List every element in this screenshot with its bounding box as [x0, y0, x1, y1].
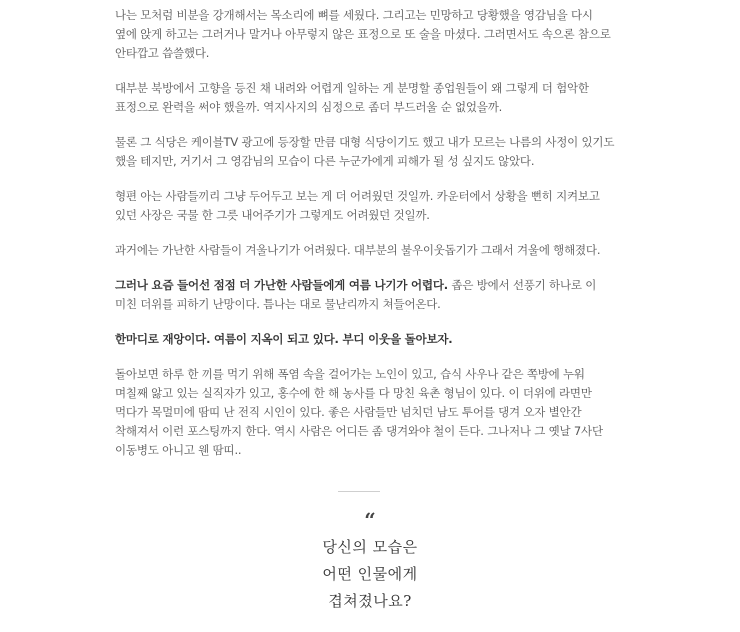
article-paragraph-6	[115, 276, 615, 314]
pull-quote	[0, 534, 740, 615]
article-paragraph-6-text: 좁은 방에서 선풍기 하나로 이 미친 더위를 피하기 난망이다. 틈나는 대로 물난리까지 쳐들어온다.	[115, 278, 597, 311]
article-paragraph-2: 대부분 북방에서 고향을 등진 채 내려와 어렵게 일하는 게 분명할 종업원들이 왜 그렇게 더 험악한 표정으로 완력을 써야 했을까. 역지사지의 심정으로 좀더 부드러울 순 없었을까.	[115, 81, 589, 114]
article-paragraph-1: 나는 모처럼 비분을 강개해서는 목소리에 뼈를 세웠다. 그리고는 민망하고 당황했을 영감님을 다시 옆에 앉게 하고는 그러거나 말거나 아무렇지 않은 표정으로 또 술을 마셨다. 그러면서도 속으론 참으로 안타깝고 씁쓸했다.	[115, 8, 611, 60]
pull-quote-line-2: 어떤 인물에게	[322, 565, 418, 583]
article-paragraph-3: 물론 그 식당은 케이블TV 광고에 등장할 만큼 대형 식당이기도 했고 내가 모르는 나름의 사정이 있기도 했을 테지만, 거기서 그 영감님의 모습이 다른 누군가에게 피해가 될 성 싶지도 않았다.	[115, 135, 615, 168]
pull-quote-line-3: 겹쳐졌나요?	[328, 592, 412, 610]
article-paragraph-5: 과거에는 가난한 사람들이 겨울나기가 어려웠다. 대부분의 불우이웃돕기가 그래서 겨울에 행해졌다.	[115, 243, 601, 257]
section-divider	[338, 491, 380, 492]
article-paragraph-8: 돌아보면 하루 한 끼를 먹기 위해 폭염 속을 걸어가는 노인이 있고, 습식 사우나 같은 쪽방에 누워 며칠째 앓고 있는 실직자가 있고, 홍수에 한 해 농사를 다 망친 육촌 형님이 있다. 이 더위에 라면만 먹다가 목멀미에 땀띠 난 전직 시인이 있다. 좋은 사람들만 넘치던 남도 투어를 댕겨 오자 별안간 착해져서 이런 포스팅까지 한다. 역시 사람은 어디든 좀 댕겨와야 철이 든다. 그나저나 그 옛날 7사단 이동병도 아니고 웬 땀띠..	[115, 367, 603, 457]
quote-mark-icon: “	[364, 508, 376, 532]
article-paragraph-7-emphasis: 한마디로 재앙이다. 여름이 지옥이 되고 있다. 부디 이웃을 돌아보자.	[115, 332, 453, 346]
article-paragraph-4: 형편 아는 사람들끼리 그냥 두어두고 보는 게 더 어려웠던 것일까. 카운터에서 상황을 뻔히 지켜보고 있던 사장은 국물 한 그릇 내어주기가 그렇게도 어려웠던 것일까.	[115, 189, 600, 222]
article-paragraph-6-emphasis: 그러나 요즘 들어선 점점 더 가난한 사람들에게 여름 나기가 어렵다.	[115, 278, 448, 292]
article-body	[115, 0, 615, 476]
article-paragraph-7	[115, 330, 615, 349]
pull-quote-line-1: 당신의 모습은	[322, 538, 418, 556]
